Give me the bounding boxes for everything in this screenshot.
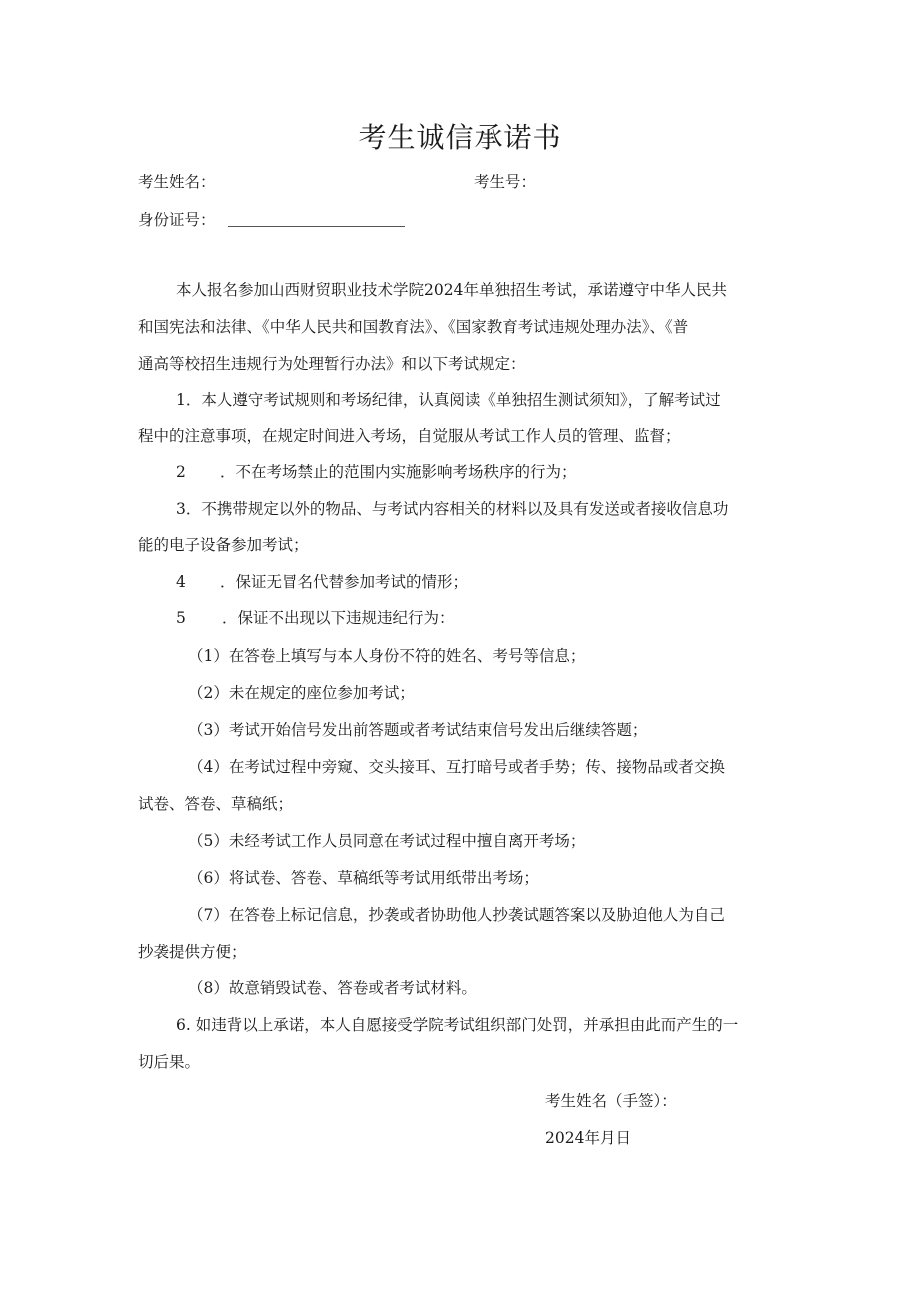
intro-line-3: 通高等校招生违规行为处理暂行办法》和以下考试规定： <box>138 355 526 373</box>
intro-line-2: 和国宪法和法律、《中华人民共和国教育法》、《国家教育考试违规处理办法》、《普 <box>138 318 689 336</box>
sub-item-2: （2）未在规定的座位参加考试； <box>188 684 415 702</box>
item-1-line-2: 程中的注意事项，在规定时间进入考场，自觉服从考试工作人员的管理、监督； <box>138 427 681 445</box>
item-4 <box>176 571 468 593</box>
exam-number-label: 考生号： <box>474 173 537 191</box>
id-number-field[interactable] <box>228 226 405 227</box>
intro-line-1: 本人报名参加山西财贸职业技术学院2024年单独招生考试，承诺遵守中华人民共 <box>176 281 727 299</box>
sub-item-7-line-2: 抄袭提供方便； <box>138 943 247 961</box>
signature-label: 考生姓名（手签）： <box>545 1092 677 1110</box>
item-6-line-2: 切后果。 <box>138 1053 201 1071</box>
item-5 <box>176 607 455 629</box>
sub-item-4-line-2: 试卷、答卷、草稿纸； <box>138 795 294 813</box>
sub-item-1: （1）在答卷上填写与本人身份不符的姓名、考号等信息； <box>188 647 586 665</box>
item-5-text: ．保证不出现以下违规违纪行为： <box>222 609 455 627</box>
sub-item-3: （3）考试开始信号发出前答题或者考试结束信号发出后继续答题； <box>188 721 648 739</box>
item-2 <box>176 461 577 483</box>
sub-item-5: （5）未经考试工作人员同意在考试过程中擅自离开考场； <box>188 832 586 850</box>
name-label: 考生姓名： <box>138 173 216 191</box>
item-2-number: 2 <box>176 463 186 481</box>
item-4-text: ．保证无冒名代替参加考试的情形； <box>220 573 469 591</box>
signature-date: 2024年月日 <box>545 1129 631 1147</box>
sub-item-8: （8）故意销毁试卷、答卷或者考试材料。 <box>188 979 477 997</box>
item-6-line-1: 6. 如违背以上承诺，本人自愿接受学院考试组织部门处罚，并承担由此而产生的一 <box>176 1016 739 1034</box>
sub-item-7-line-1: （7）在答卷上标记信息，抄袭或者协助他人抄袭试题答案以及胁迫他人为自己 <box>188 906 725 924</box>
page-title: 考生诚信承诺书 <box>358 121 562 154</box>
item-3-line-1: 3．不携带规定以外的物品、与考试内容相关的材料以及具有发送或者接收信息功 <box>176 500 729 518</box>
item-2-text: ．不在考场禁止的范围内实施影响考场秩序的行为； <box>220 463 577 481</box>
item-5-number: 5 <box>176 609 186 627</box>
item-3-line-2: 能的电子设备参加考试； <box>138 536 309 554</box>
id-number-label: 身份证号： <box>138 211 216 229</box>
item-4-number: 4 <box>176 573 186 591</box>
sub-item-6: （6）将试卷、答卷、草稿纸等考试用纸带出考场； <box>188 869 539 887</box>
item-1-line-1: 1．本人遵守考试规则和考场纪律，认真阅读《单独招生测试须知》，了解考试过 <box>176 391 721 409</box>
sub-item-4-line-1: （4）在考试过程中旁窥、交头接耳、互打暗号或者手势；传、接物品或者交换 <box>188 758 725 776</box>
